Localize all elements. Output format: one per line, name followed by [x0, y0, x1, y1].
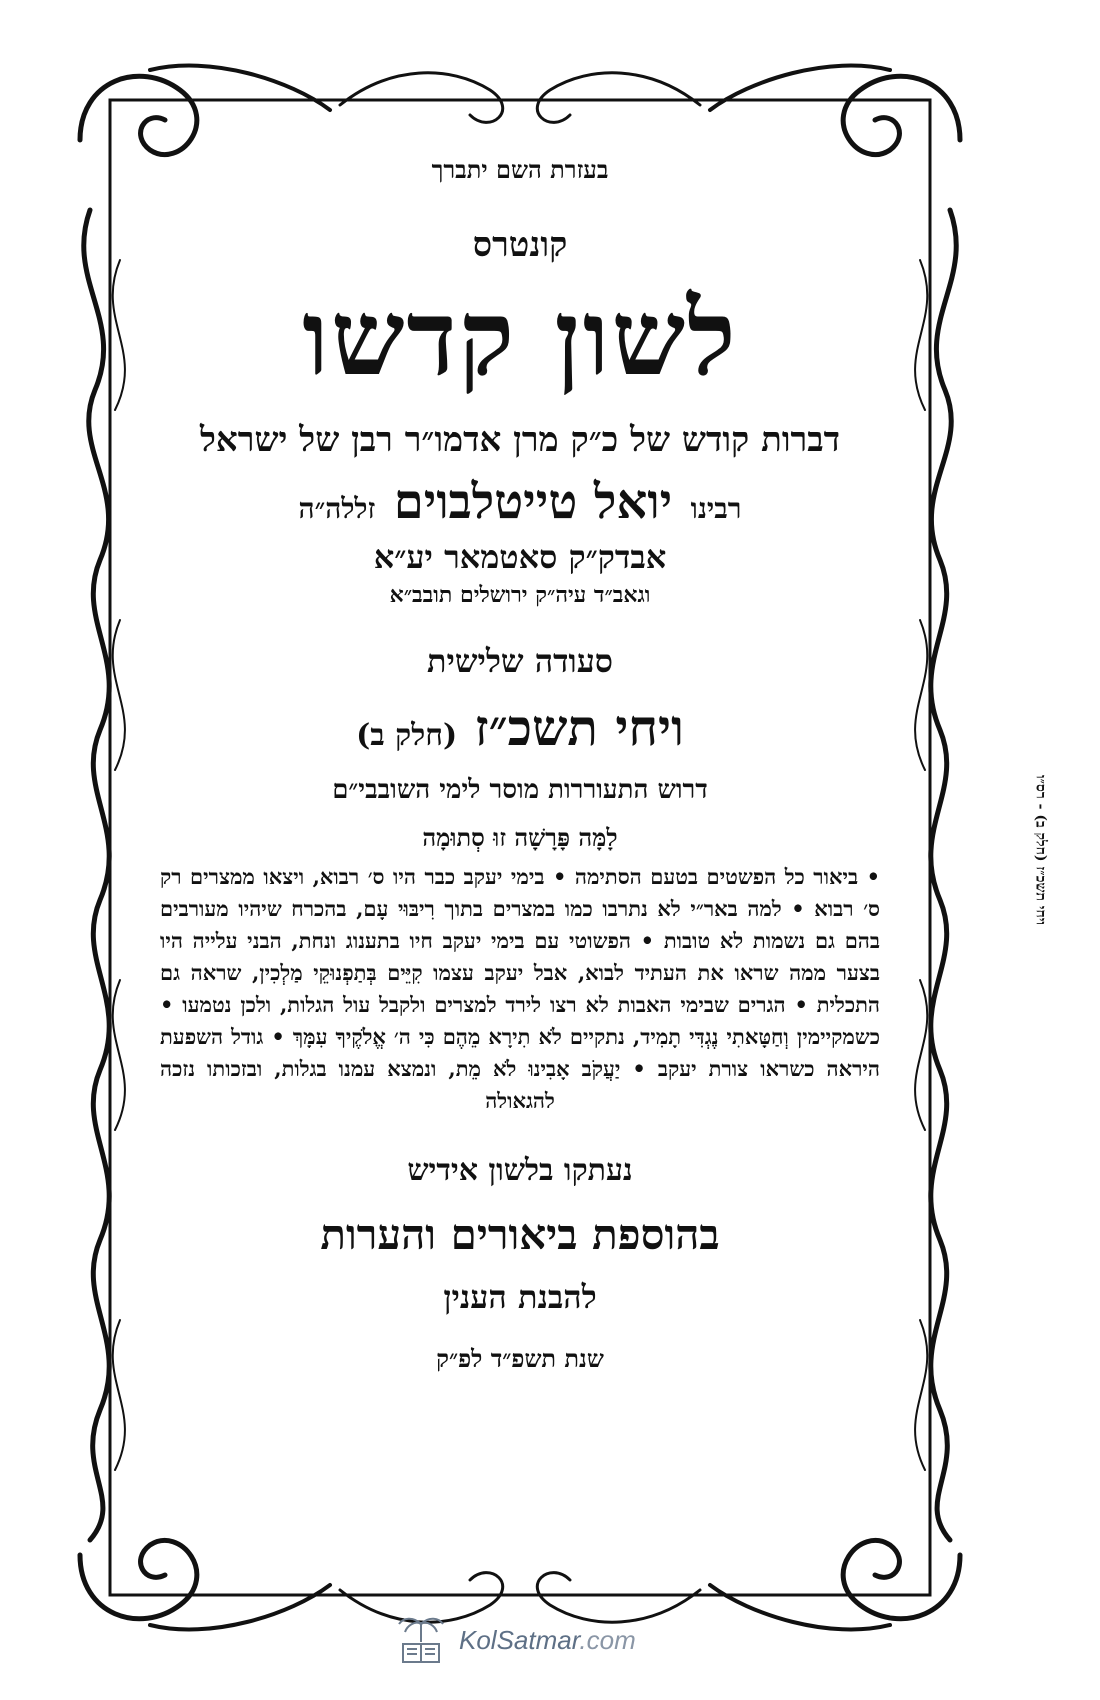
seuda-label: סעודה שלישית	[426, 642, 613, 681]
understanding-note: להבנת הענין	[443, 1278, 597, 1317]
rabbi-prefix: רבינו	[690, 492, 742, 526]
drush-subtitle: דרוש התעוררות מוסר לימי השובבי״ם	[332, 775, 708, 806]
question-heading: לָמָּה פָּרָשָׁה זוּ סְתוּמָה	[422, 823, 618, 853]
parsha-name: ויחי תשכ״ז	[474, 698, 684, 758]
topics-description: • ביאור כל הפשטים בטעם הסתימה • בימי יעקב כבר היו ס׳ רבוא, ויצאו ממצרים רק ס׳ רבוא • למה באר״י לא נתרבו כמו במצרים בתוך רִיבּוּי עָם, בהכרח שיהיו מעורבים בהם גם נשמות לא טובות • הפשוטי עם בימי יעקב חיו בתענוג ונחת, הבני עלייה היו בצער ממה שראו את העתיד לבוא, אבל יעקב עצמו קִיֵּים בְּתַפְנוּקֵי מַלְכִין, שראה גם התכלית • הגרים שבימי האבות לא רצו לירד למצרים ולקבל עול הגלות, ולכן נטמעו • כשמקיימין וְחַטָּאתִי נֶגְדִּי תָמִיד, נתקיים לֹא תִירָא מֵהֶם כִּי ה׳ אֱלֹקֶיךָ עִמָּךְ • גודל השפעת היראה כשראו צורת יעקב • יַעֲקֹב אָבִינוּ לֹא מֵת, ונמצא עמנו בגלות, ובזכותו נזכה להגאולה	[160, 864, 880, 1114]
brand-link[interactable]: KolSatmar.com	[459, 1624, 636, 1655]
additions-note: בהוספת ביאורים והערות	[320, 1210, 720, 1260]
parsha-part: (חלק ב)	[356, 718, 458, 754]
book-subtitle: דברות קודש של כ״ק מרן אדמו״ר רבן של ישראל	[200, 420, 840, 461]
site-branding[interactable]	[395, 1610, 636, 1670]
publication-year: שנת תשפ״ד לפ״ק	[436, 1344, 604, 1374]
palm-tree-book-icon	[395, 1612, 447, 1668]
book-title: לשון קדשו	[302, 276, 738, 399]
rabbi-name: יואל טייטלבוים	[393, 474, 673, 531]
translation-note: נעתקו בלשון אידיש	[407, 1153, 633, 1189]
rabbi-title-2: וגאב״ד עיה״ק ירושלים תובב״א	[389, 582, 651, 609]
rabbi-title-1: אבדק״ק סאטמאר יע״א	[373, 538, 667, 577]
blessing-header: בעזרת השם יתברך	[431, 155, 609, 184]
parsha-heading	[160, 698, 880, 757]
rabbi-suffix: זללה״ה	[298, 492, 376, 526]
rabbi-name-line	[160, 474, 880, 530]
spine-text: ויחי תשכ״ז (חלק ב) - רס״ו	[1032, 775, 1049, 925]
title-page-content	[160, 155, 880, 1374]
kuntres-label: קונטרס	[472, 225, 568, 265]
